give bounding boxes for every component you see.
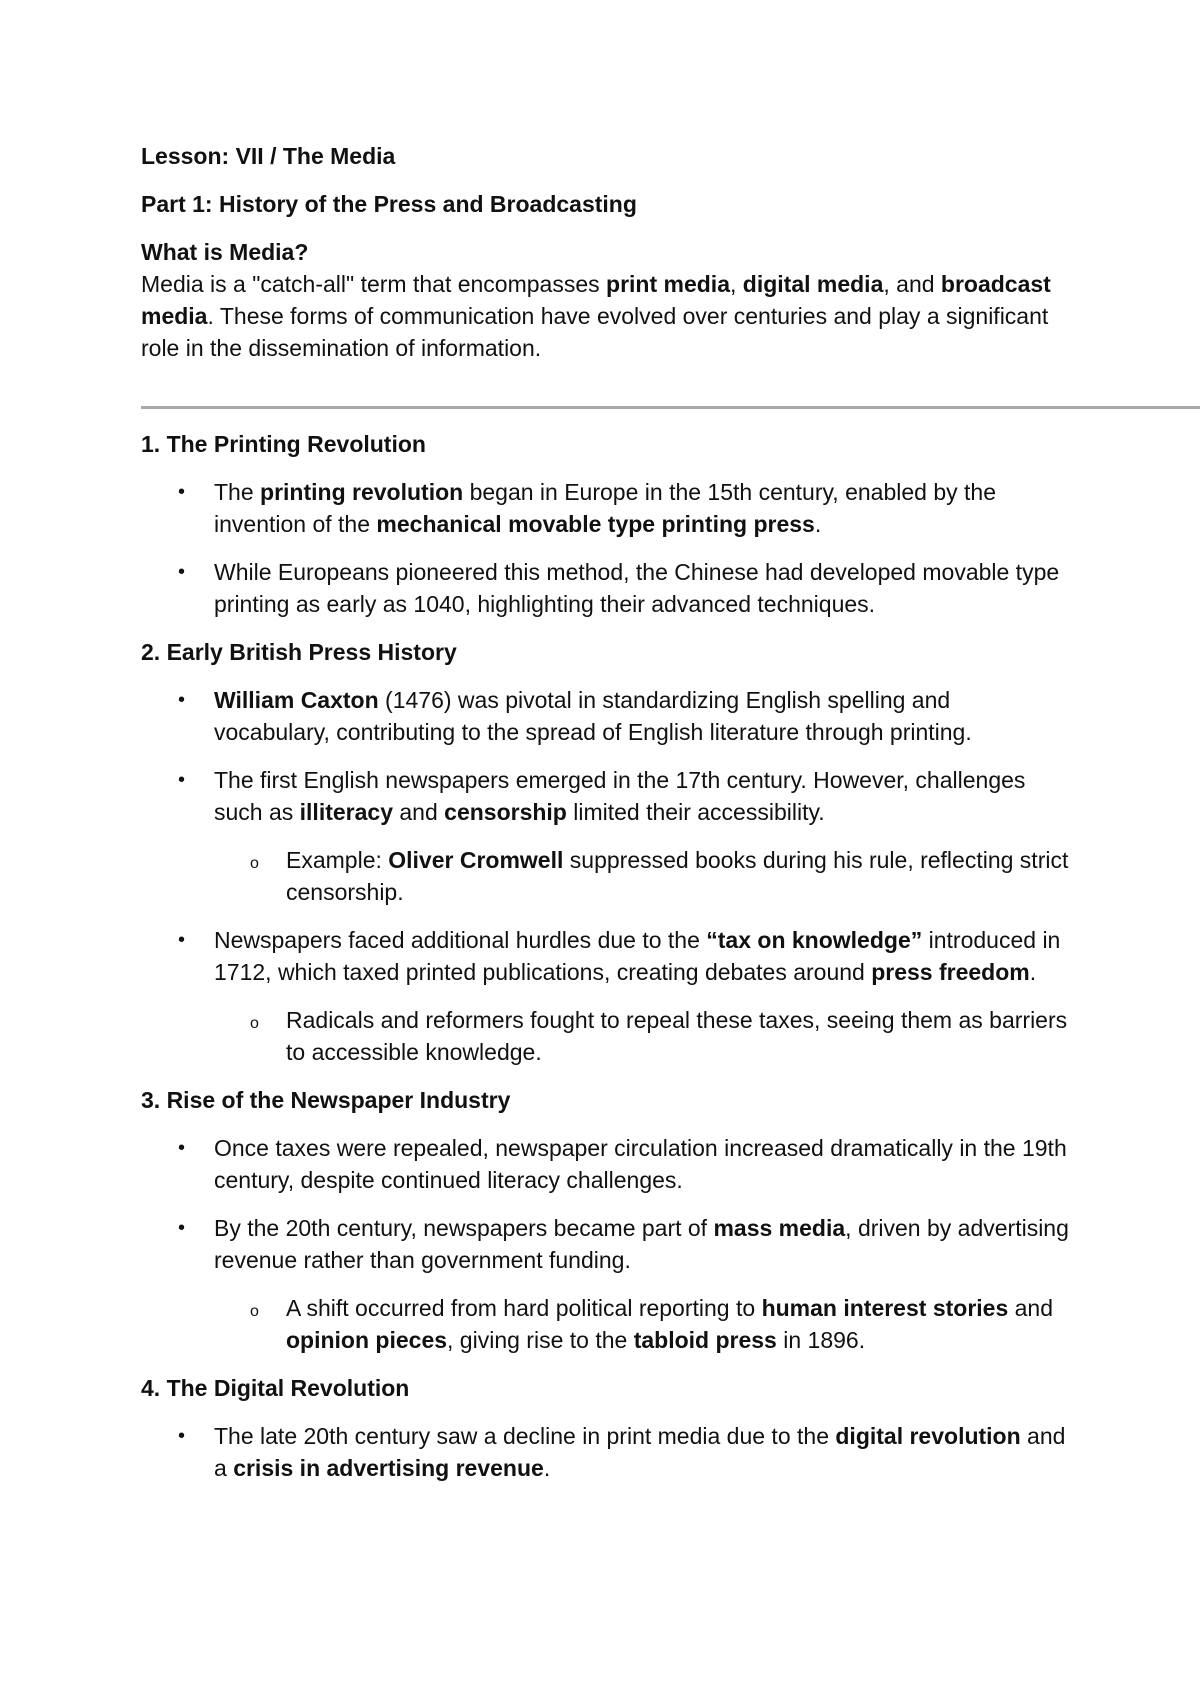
sub-bullet-keyword: tabloid press: [633, 1327, 777, 1353]
sub-bullet-item: [141, 1004, 1071, 1068]
bullet-item: [141, 476, 1071, 540]
sub-bullet-keyword: opinion pieces: [286, 1327, 448, 1353]
sub-bullet-text: , giving rise to the: [447, 1327, 634, 1353]
sub-bullet-text: in 1896.: [776, 1327, 866, 1353]
sub-bullet-text: Example:: [286, 847, 389, 873]
bullet-keyword: crisis in advertising revenue: [233, 1455, 544, 1481]
bullet-keyword: censorship: [444, 799, 567, 825]
section-heading: 4. The Digital Revolution: [141, 1375, 410, 1401]
bullet-text: .: [814, 511, 822, 537]
bullet-item: [141, 1212, 1071, 1276]
bullet-text: limited their accessibility.: [566, 799, 825, 825]
bullet-icon: •: [178, 769, 186, 791]
bullet-icon: •: [178, 1217, 186, 1239]
bullet-text: By the 20th century, newspapers became part of: [214, 1215, 714, 1241]
bullet-text: , driven by advertising revenue rather than government funding.: [214, 1215, 1069, 1273]
bullet-keyword: William Caxton: [214, 687, 379, 713]
sub-bullet-icon: o: [250, 855, 259, 872]
bullet-keyword: press freedom: [871, 959, 1030, 985]
bullet-text: introduced in 1712, which taxed printed publications, creating debates around: [214, 927, 1061, 985]
bullet-icon: •: [178, 1137, 186, 1159]
intro-paragraph: [141, 268, 1071, 364]
bullet-icon: •: [178, 929, 186, 951]
sub-bullet-text: A shift occurred from hard political reporting to: [286, 1295, 762, 1321]
horizontal-divider: [141, 406, 1200, 409]
bullet-list: [141, 1420, 1071, 1484]
bullet-text: .: [1029, 959, 1037, 985]
intro-text: , and: [883, 271, 941, 297]
bullet-icon: •: [178, 1425, 186, 1447]
sub-bullet-text: and: [1008, 1295, 1054, 1321]
bullet-text: The first English newspapers emerged in the 17th century. However, challenges such as: [214, 767, 1026, 825]
bullet-keyword: illiteracy: [299, 799, 393, 825]
intro-keyword: broadcast media: [141, 271, 1051, 329]
sub-bullet-icon: o: [250, 1015, 259, 1032]
section-heading: 1. The Printing Revolution: [141, 431, 426, 457]
sections-body: [141, 428, 1071, 1500]
bullet-text: The: [214, 479, 261, 505]
bullet-keyword: mass media: [713, 1215, 846, 1241]
bullet-item: [141, 924, 1071, 988]
question-heading: What is Media?: [141, 239, 309, 265]
bullet-text: and: [393, 799, 445, 825]
bullet-text: .: [543, 1455, 551, 1481]
bullet-icon: •: [178, 689, 186, 711]
document-header: [141, 140, 1071, 364]
sub-bullet-text: suppressed books during his rule, reflecting strict censorship.: [286, 847, 1069, 905]
bullet-text: Newspapers faced additional hurdles due to the: [214, 927, 707, 953]
intro-keyword: print media: [606, 271, 730, 297]
part-title: Part 1: History of the Press and Broadcasting: [141, 191, 637, 217]
section-heading: 3. Rise of the Newspaper Industry: [141, 1087, 511, 1113]
bullet-item: [141, 684, 1071, 748]
bullet-text: The late 20th century saw a decline in print media due to the: [214, 1423, 836, 1449]
intro-keyword: digital media: [742, 271, 884, 297]
bullet-keyword: printing revolution: [260, 479, 464, 505]
bullet-item: [141, 1132, 1071, 1196]
bullet-keyword: digital revolution: [835, 1423, 1021, 1449]
sub-bullet-keyword: human interest stories: [761, 1295, 1009, 1321]
intro-text: . These forms of communication have evolved over centuries and play a significant role in the dissemination of information.: [141, 303, 1049, 361]
section-heading: 2. Early British Press History: [141, 639, 457, 665]
bullet-item: [141, 764, 1071, 828]
bullet-text: (1476) was pivotal in standardizing English spelling and vocabulary, contributing to the spread of English literature through printing.: [214, 687, 972, 745]
bullet-item: [141, 1420, 1071, 1484]
bullet-text: Once taxes were repealed, newspaper circulation increased dramatically in the 19th century, despite continued literacy challenges.: [214, 1135, 1067, 1193]
sub-bullet-item: [141, 1292, 1071, 1356]
bullet-keyword: “tax on knowledge”: [706, 927, 923, 953]
bullet-text: and a: [214, 1423, 1066, 1481]
sub-bullet-text: Radicals and reformers fought to repeal these taxes, seeing them as barriers to accessible knowledge.: [286, 1007, 1068, 1065]
bullet-list: [141, 684, 1071, 1068]
bullet-list: [141, 1132, 1071, 1356]
sub-bullet-keyword: Oliver Cromwell: [388, 847, 564, 873]
sub-bullet-icon: o: [250, 1303, 259, 1320]
bullet-text: While Europeans pioneered this method, the Chinese had developed movable type printing as early as 1040, highlighting their advanced techniques.: [214, 559, 1060, 617]
intro-text: Media is a "catch-all" term that encompasses: [141, 271, 607, 297]
bullet-icon: •: [178, 481, 186, 503]
lesson-title: Lesson: VII / The Media: [141, 143, 396, 169]
bullet-text: began in Europe in the 15th century, enabled by the invention of the: [214, 479, 996, 537]
bullet-list: [141, 476, 1071, 620]
bullet-keyword: mechanical movable type printing press: [376, 511, 815, 537]
bullet-item: [141, 556, 1071, 620]
bullet-icon: •: [178, 561, 186, 583]
sub-bullet-item: [141, 844, 1071, 908]
intro-text: ,: [730, 271, 743, 297]
